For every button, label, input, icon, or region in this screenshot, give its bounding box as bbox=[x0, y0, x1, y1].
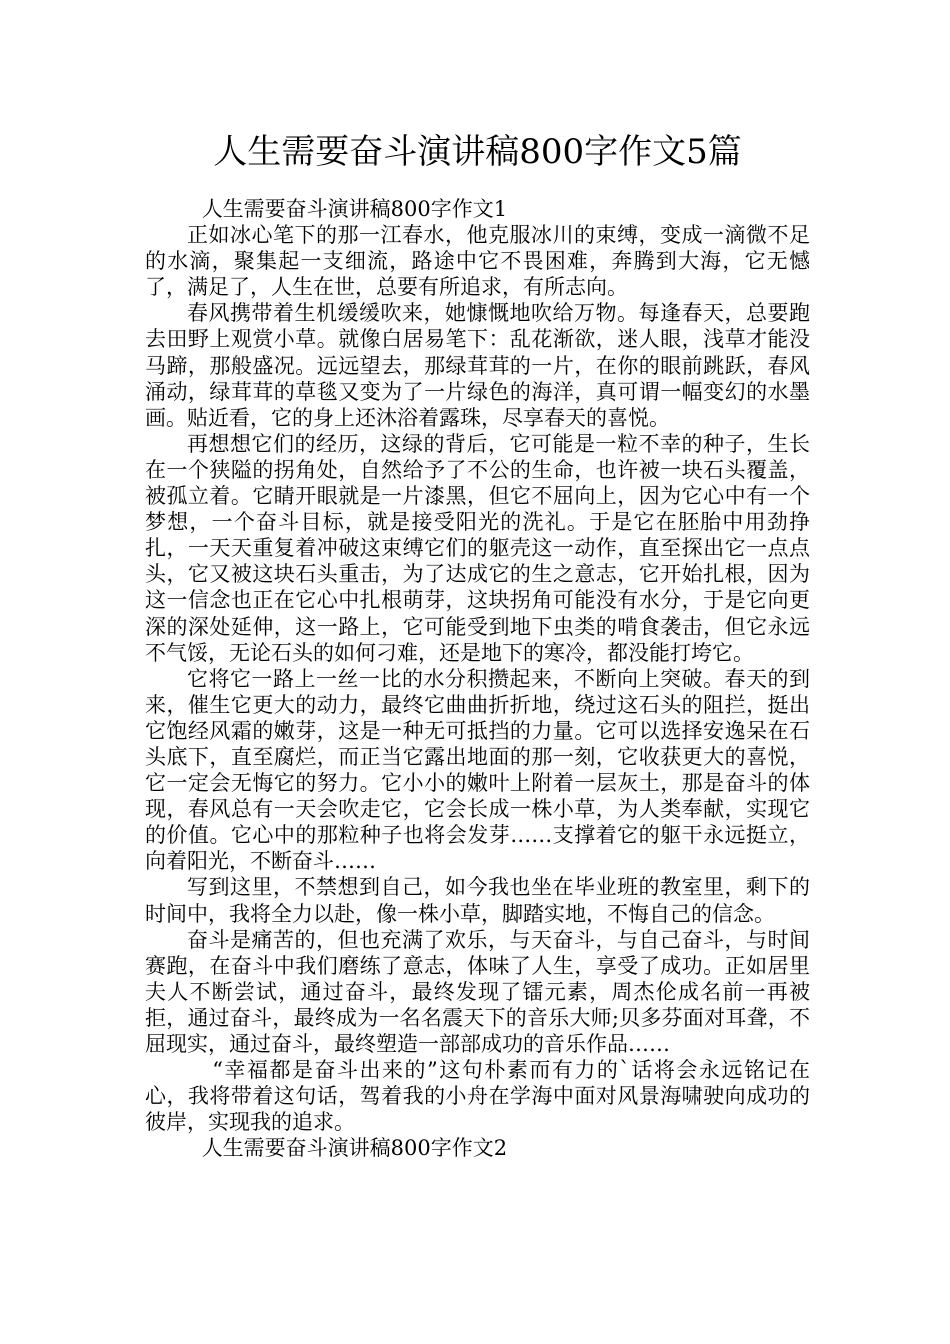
paragraph: 春风携带着生机缓缓吹来，她慷慨地吹给万物。每逢春天，总要跑去田野上观赏小草。就像白居易笔下：乱花渐欲，迷人眼，浅草才能没马蹄，那般盛况。远远望去，那绿茸茸的一片，在你的眼前跳跃，春风涌动，绿茸茸的草毯又变为了一片绿色的海洋，真可谓一幅变幻的水墨画。贴近看，它的身上还沐浴着露珠，尽享春天的喜悦。 bbox=[145, 301, 810, 430]
paragraph: 奋斗是痛苦的，但也充满了欢乐，与天奋斗，与自己奋斗，与时间赛跑，在奋斗中我们磨练了意志，体味了人生，享受了成功。正如居里夫人不断尝试，通过奋斗，最终发现了镭元素，周杰伦成名前一再被拒，通过奋斗，最终成为一名名震天下的音乐大师;贝多芬面对耳聋，不屈现实，通过奋斗，最终塑造一部部成功的音乐作品…… bbox=[145, 927, 810, 1056]
section-heading: 人生需要奋斗演讲稿800字作文2 bbox=[201, 1136, 508, 1161]
paragraph: 它将它一路上一丝一比的水分积攒起来，不断向上突破。春天的到来，催生它更大的动力，最终它曲曲折折地，绕过这石头的阻拦，挺出它饱经风霜的嫩芽，这是一种无可抵挡的力量。它可以选择安逸呆在石头底下，直至腐烂，而正当它露出地面的那一刻，它收获更大的喜悦，它一定会无悔它的努力。它小小的嫩叶上附着一层灰土，那是奋斗的体现，春风总有一天会吹走它，它会长成一株小草，为人类奉献，实现它的价值。它心中的那粒种子也将会发芽……支撑着它的躯干永远挺立，向着阳光，不断奋斗…… bbox=[145, 666, 810, 874]
document-body bbox=[145, 196, 810, 1161]
section-heading: 人生需要奋斗演讲稿800字作文1 bbox=[201, 197, 508, 221]
document-title: 人生需要奋斗演讲稿800字作文5篇 bbox=[213, 132, 742, 172]
paragraph: 再想想它们的经历，这绿的背后，它可能是一粒不幸的种子，生长在一个狭隘的拐角处，自然给予了不公的生命，也许被一块石头覆盖，被孤立着。它睛开眼就是一片漆黑，但它不屈向上，因为它心中有一个梦想，一个奋斗目标，就是接受阳光的洗礼。于是它在胚胎中用劲挣扎，一天天重复着冲破这束缚它们的躯壳这一动作，直至探出它一点点头，它又被这块石头重击，为了达成它的生之意志，它开始扎根，因为这一信念也正在它心中扎根萌芽，这块拐角可能没有水分，于是它向更深的深处延伸，这一路上，它可能受到地下虫类的啃食袭击，但它永远不气馁，无论石头的如何刁难，还是地下的寒冷，都没能打垮它。 bbox=[145, 431, 810, 665]
paragraph: 正如冰心笔下的那一江春水，他克服冰川的束缚，变成一滴微不足的水滴，聚集起一支细流，路途中它不畏困难，奔腾到大海，它无憾了，满足了，人生在世，总要有所追求，有所志向。 bbox=[145, 223, 810, 300]
closing-paragraph: “幸福都是奋斗出来的”这句朴素而有力的`话将会永远铭记在心，我将带着这句话，驾着我的小舟在学海中面对风景海啸驶向成功的彼岸，实现我的追求。 bbox=[145, 1058, 810, 1135]
paragraph: 写到这里，不禁想到自己，如今我也坐在毕业班的教室里，剩下的时间中，我将全力以赴，像一株小草，脚踏实地，不悔自己的信念。 bbox=[145, 875, 810, 926]
